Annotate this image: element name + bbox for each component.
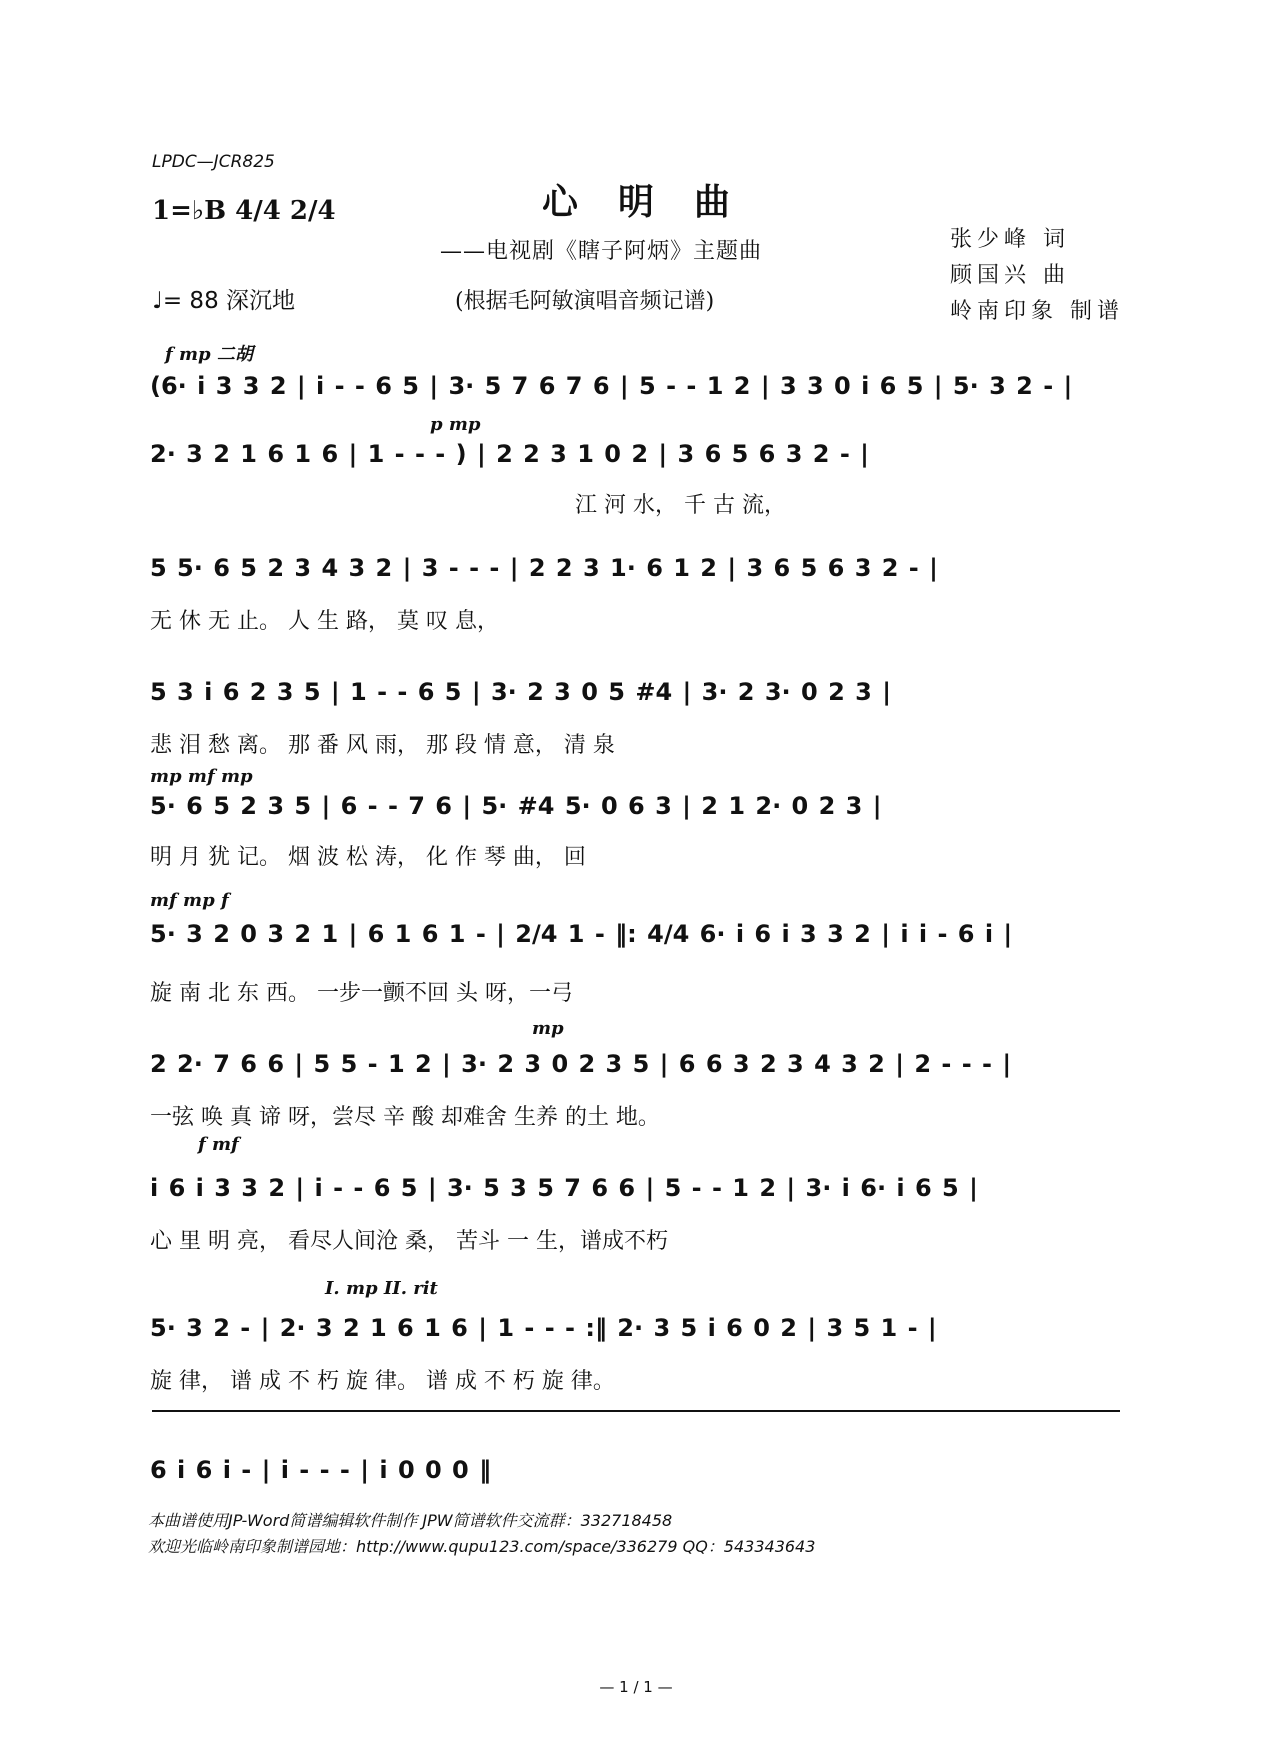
volta-line [152,1410,1120,1412]
score-system-lyrics: 一弦 唤 真 谛 呀，尝尽 辛 酸 却难舍 生养 的土 地。 [150,1105,660,1130]
dynamic-marks: mf mp f [150,890,229,911]
key-signature: 1=♭B 4/4 2/4 [152,196,336,226]
dynamic-marks: mp [532,1018,564,1039]
dynamic-marks: f mp 二胡 [165,344,253,365]
score-system-notes: 5 5· 6 5 2 3 4 3 2 | 3 - - - | 2 2 3 1· 6 1 2 | 3 6 5 6 3 2 - | [150,554,938,582]
score-system-lyrics: 江 河 水， 千 古 流， [575,493,786,518]
lyricist-credit: 张少峰 词 [950,227,1070,252]
score-system-lyrics: 旋 南 北 东 西。 一步一颤不回 头 呀，一弓 [150,981,573,1006]
dynamic-marks: I. mp II. rit [325,1278,438,1299]
score-system-lyrics: 明 月 犹 记。 烟 波 松 涛， 化 作 琴 曲， 回 [150,845,586,870]
score-system-notes: 5· 3 2 - | 2· 3 2 1 6 1 6 | 1 - - - :‖ 2· 3 5 i 6 0 2 | 3 5 1 - | [150,1314,937,1342]
score-code: LPDC—JCR825 [152,152,275,172]
song-title: 心明曲 [541,181,770,223]
score-system-notes: i 6 i 3 3 2 | i - - 6 5 | 3· 5 3 5 7 6 6 | 5 - - 1 2 | 3· i 6· i 6 5 | [150,1174,978,1202]
arranger-credit: 岭南印象 制谱 [950,299,1124,324]
dynamic-marks: mp mf mp [150,766,253,787]
score-system-lyrics: 悲 泪 愁 离。 那 番 风 雨， 那 段 情 意， 清 泉 [150,733,615,758]
footer-line-1: 本曲谱使用JP-Word简谱编辑软件制作 JPW简谱软件交流群：332718458 [148,1511,673,1530]
score-system-notes: 2· 3 2 1 6 1 6 | 1 - - - ) | 2 2 3 1 0 2 | 3 6 5 6 3 2 - | [150,440,869,468]
footer-line-2: 欢迎光临岭南印象制谱园地：http://www.qupu123.com/space/336279 QQ：543343643 [148,1537,816,1556]
score-system-notes: (6· i 3 3 2 | i - - 6 5 | 3· 5 7 6 7 6 | 5 - - 1 2 | 3 3 0 i 6 5 | 5· 3 2 - | [150,372,1073,400]
score-system-notes: 5 3 i 6 2 3 5 | 1 - - 6 5 | 3· 2 3 0 5 #4 | 3· 2 3· 0 2 3 | [150,678,891,706]
transcription-note: (根据毛阿敏演唱音频记谱) [455,289,715,314]
score-system-lyrics: 旋 律， 谱 成 不 朽 旋 律。 谱 成 不 朽 旋 律。 [150,1369,615,1394]
score-system-lyrics: 心 里 明 亮， 看尽人间沧 桑， 苦斗 一 生，谱成不朽 [150,1229,668,1254]
score-system-notes: 5· 6 5 2 3 5 | 6 - - 7 6 | 5· #4 5· 0 6 3 | 2 1 2· 0 2 3 | [150,792,882,820]
score-system-notes: 2 2· 7 6 6 | 5 5 - 1 2 | 3· 2 3 0 2 3 5 | 6 6 3 2 3 4 3 2 | 2 - - - | [150,1050,1012,1078]
score-system-notes: 6 i 6 i - | i - - - | i 0 0 0 ‖ [150,1456,492,1484]
page-number: — 1 / 1 — [599,1678,673,1696]
dynamic-marks: p mp [430,414,481,435]
composer-credit: 顾国兴 曲 [950,263,1070,288]
score-system-notes: 5· 3 2 0 3 2 1 | 6 1 6 1 - | 2/4 1 - ‖: 4/4 6· i 6 i 3 3 2 | i i - 6 i | [150,920,1013,948]
dynamic-marks: f mf [198,1134,239,1155]
song-subtitle: ——电视剧《瞎子阿炳》主题曲 [440,239,763,264]
score-system-lyrics: 无 休 无 止。 人 生 路， 莫 叹 息， [150,609,499,634]
tempo-marking: ♩= 88 深沉地 [152,288,296,314]
